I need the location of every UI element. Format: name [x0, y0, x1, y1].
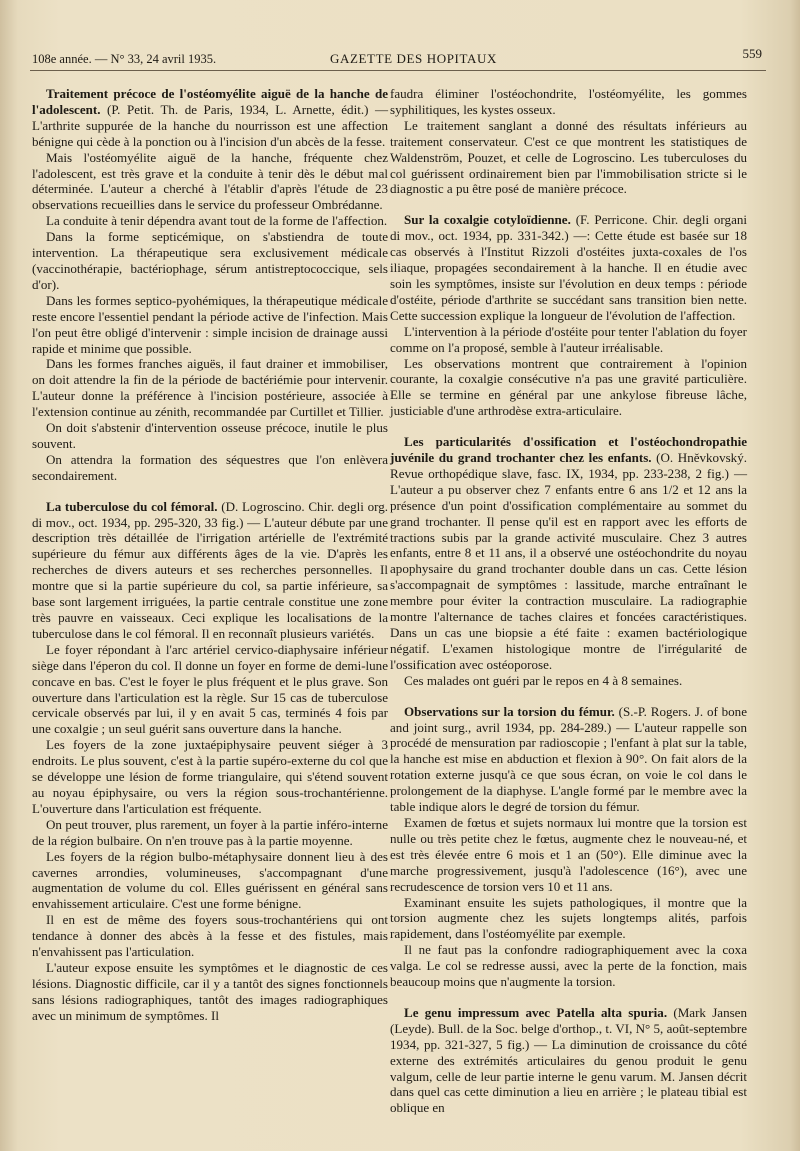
article-title: Sur la coxalgie cotyloïdienne. — [404, 212, 571, 228]
body-paragraph — [32, 150, 388, 214]
body-paragraph — [32, 960, 388, 1024]
right-column — [390, 86, 747, 1116]
journal-title: GAZETTE DES HOPITAUX — [330, 51, 497, 66]
paragraph-text: On attendra la formation des séquestres que l'on enlèvera secondairement. — [32, 451, 388, 483]
article-title: Le genu impressum avec Patella alta spuria. — [404, 1004, 668, 1020]
body-paragraph — [390, 673, 747, 689]
paragraph-text: Mais l'ostéomyélite aiguë de la hanche, fréquente chez l'adolescent, est très grave et la conduite à tenir dès le début mal déterminée. L'auteur a cherché à l'établir d'après l'étude de 23 observations recueillies dans le service du professeur Ombrédanne. — [32, 149, 388, 213]
body-paragraph — [32, 817, 388, 849]
article-title: Traitement précoce de l'ostéomyélite aiguë de la hanche de l'adolescent. — [32, 86, 388, 117]
article-paragraph — [32, 86, 388, 150]
body-paragraph — [390, 324, 747, 356]
paragraph-text: Examinant ensuite les sujets pathologiques, il montre que la torsion augmente chez les sujets longtemps alités, parfois rapidement, dans l'ostéomyélite par exemple. — [390, 894, 747, 942]
body-paragraph — [32, 849, 388, 913]
body-paragraph — [390, 942, 747, 990]
paragraph-text: Dans les formes septico-pyohémiques, la thérapeutique médicale reste encore l'essentiel pendant la période active de l'infection. Mais l'on peut être obligé d'intervenir : simple incision de drainage aussi rapide et minime que possible. — [32, 292, 388, 356]
body-paragraph — [32, 213, 388, 229]
paragraph-text: Dans les formes franches aiguës, il faut drainer et immobiliser, on doit attendre la fin de la période de bactériémie pour intervenir. L'auteur donne la préférence à l'incision postérieure, associée à l'extension continue au zénith, recommandée par Curtillet et Tillier. — [32, 356, 388, 420]
body-paragraph — [390, 815, 747, 895]
paragraph-text: Le traitement sanglant a donné des résultats inférieurs au traitement conservateur. C'est ce que montrent les statistiques de Waldenström, Pouzet, et celle de Logroscino. Les tuberculoses du col guérissent ordinairement bien par l'immobilisation stricte si le diagnostic a pu être posé de manière précoce. — [390, 117, 747, 197]
paragraph-text: (O. Hněvkovský. Revue orthopédique slave, fasc. IX, 1934, pp. 233-238, 2 fig.) — L'auteur a pu observer chez 7 enfants entre 6 ans 1/2 et 12 ans la présence d'un point d'ossification complémentaire au sommet du grand trochanter. Il pense qu'il est en rapport avec les efforts de tractions subis par la grande activité musculaire. Chez 3 autres enfants, entre 8 et 11 ans, il a observé une ostéochondrite du noyau apophysaire du grand trochanter double dans un cas. Cette lésion s'accompagnait de symptômes : lassitude, marche entraînant le membre pour éviter la contraction musculaire. La radiographie montre l'alternance de taches claires et foncées caractéristiques. Dans un cas une biopsie a été faite : examen bactériologique négatif. L'examen histologique montre de l'irrégularité de l'ossification avec ostéoporose. — [390, 450, 747, 672]
page-number: 559 — [742, 46, 762, 61]
left-column — [32, 86, 388, 1024]
body-paragraph — [32, 912, 388, 960]
paragraph-text: L'intervention à la période d'ostéite pour tenter l'ablation du foyer comme on l'a proposé, semble à l'auteur irréalisable. — [390, 323, 747, 355]
paragraph-text: Ces malades ont guéri par le repos en 4 à 8 semaines. — [404, 672, 683, 688]
paragraph-text: On peut trouver, plus rarement, un foyer à la partie inféro-interne de la région bulbaire. On n'en trouve pas à la partie moyenne. — [32, 816, 388, 848]
article-title: La tuberculose du col fémoral. — [46, 498, 218, 514]
paragraph-text: On doit s'abstenir d'intervention osseuse précoce, inutile le plus souvent. — [32, 420, 388, 451]
body-paragraph — [390, 118, 747, 198]
paragraph-text: (F. Perricone. Chir. degli organi di mov., oct. 1934, pp. 331-342.) —: Cette étude est basée sur 18 cas observés à l'Institut Rizzoli d'ostéites juxta-coxales de l'os iliaque, propagées secondairement à la hanche. Il en étudie avec soin les symptômes, insiste sur l'évolution en deux temps : période d'ostéite, période d'arthrite se succédant sans transition bien nette. Cette succession explique la longueur de l'évolution de l'affection. — [390, 212, 748, 323]
article-paragraph — [390, 704, 747, 815]
paragraph-text: faudra éliminer l'ostéochondrite, l'ostéomyélite, les gommes syphilitiques, les kystes osseux. — [390, 86, 747, 117]
paragraph-text: (P. Petit. Th. de Paris, 1934, L. Arnette, édit.) — L'arthrite suppurée de la hanche du nourrisson est une affection bénigne qui cède à la ponction ou à l'incision d'un abcès de la fesse. — [32, 101, 388, 149]
body-paragraph — [32, 229, 388, 293]
article-title: Observations sur la torsion du fémur. — [404, 703, 615, 719]
paragraph-text: Examen de fœtus et sujets normaux lui montre que la torsion est nulle ou très petite chez le fœtus, augmente chez le nouveau-né, et est très élevée entre 6 mois et 1 an (50°). Elle diminue avec la marche progressivement, jusqu'à l'adolescence (16°), avec une recrudescence de torsion vers 10 et 11 ans. — [390, 814, 747, 894]
article-paragraph — [32, 499, 388, 642]
article-paragraph — [390, 212, 747, 323]
paragraph-text: Dans la forme septicémique, on s'abstiendra de toute intervention. La thérapeutique sera exclusivement médicale (vaccinothérapie, bactériophage, sérum antistreptococcique, sels d'or). — [32, 229, 388, 292]
paragraph-text: (Mark Jansen (Leyde). Bull. de la Soc. belge d'orthop., t. VI, N° 5, août-septembre 1934, pp. 321-327, 5 fig.) — La diminution de croissance du côté externe des extrémités articulaires du genou produit le genu valgum, celle de leur partie interne le genu varum. M. Jansen décrit dans quel cas cette diminution a lieu en arrière ; le plateau tibial est oblique en — [390, 1004, 747, 1116]
paragraph-text: Les foyers de la zone juxtaépiphysaire peuvent siéger à 3 endroits. Le plus souvent, c'est à la partie supéro-externe du col que se développe une lésion de forme triangulaire, qui s'étend souvent au noyau épiphysaire, ou vers la région sous-trochantérienne. L'ouverture dans l'articulation est fréquente. — [32, 737, 388, 816]
paragraph-text: Les observations montrent que contrairement à l'opinion courante, la coxalgie consécutive n'a pas une gravité particulière. Elle se termine en général par une ankylose fibreuse lâche, justiciable d'une arthrodèse extra-articulaire. — [390, 355, 747, 419]
issue-line: 108e année. — N° 33, 24 avril 1935. — [32, 52, 217, 66]
paragraph-text: L'auteur expose ensuite les symptômes et le diagnostic de ces lésions. Diagnostic difficile, car il y a tantôt des signes fonctionnels sans lésions radiographiques, tantôt des images radiographiques avec un minimum de symptômes. Il — [32, 959, 388, 1023]
paragraph-text: (D. Logroscino. Chir. degli org. di mov., oct. 1934, pp. 295-320, 33 fig.) — L'auteur débute par une description très détaillée de l'irrigation artérielle de l'extrémité supérieure du fémur aux différents âges de la vie. D'après les recherches de divers auteurs et ses recherches personnelles. Il montre que si la partie supérieure du col, sa partie inférieure, sa base sont largement irriguées, la partie centrale constitue une zone très pauvre en vaisseaux. Ceci explique les localisations de la tuberculose dans le col fémoral. Il en reconnaît plusieurs variétés. — [32, 498, 388, 641]
paragraph-text: Le foyer répondant à l'arc artériel cervico-diaphysaire inférieur siège dans l'éperon du col. Il donne un foyer en forme de demi-lune concave en bas. C'est le foyer le plus fréquent et le plus grave. Son ouverture dans l'articulation est la règle. Sur 15 cas de tuberculose cervicale observés par lui, il y en avait 5 cas, terminés 4 fois par une coxalgie ; un seul guérit sans ouverture dans la hanche. — [32, 641, 388, 737]
body-paragraph — [32, 293, 388, 357]
body-paragraph — [32, 737, 388, 817]
article-title: Les particularités d'ossification et l'ostéochondropathie juvénile du grand trochanter chez les enfants. — [390, 434, 747, 466]
paragraph-text: Les foyers de la région bulbo-métaphysaire donnent lieu à des cavernes arrondies, volumineuses, s'accompagnant d'une augmentation de volume du col. Elles guérissent en général sans envahissement articulaire. C'est une forme bénigne. — [32, 848, 388, 912]
body-paragraph — [390, 895, 747, 943]
body-paragraph — [32, 642, 388, 737]
article-paragraph — [390, 1005, 747, 1116]
body-paragraph — [390, 86, 747, 118]
body-paragraph — [390, 356, 747, 420]
paragraph-text: (S.-P. Rogers. J. of bone and joint surg., avril 1934, pp. 284-289.) — L'auteur rappelle son procédé de mensuration par radioscopie ; l'enfant à plat sur la table, la hanche est mise en abduction et flexion à 90°. On fait alors de la rotation externe jusqu'à ce que sous écran, on voie le col dans le prolongement de la diaphyse. L'angle formé par le membre avec la table indique alors le degré de torsion du fémur. — [390, 703, 747, 815]
article-paragraph — [390, 434, 747, 673]
page-header — [30, 46, 766, 71]
paragraph-text: Il en est de même des foyers sous-trochantériens qui ont tendance à donner des abcès à la fesse et des fistules, mais n'envahissent pas l'articulation. — [32, 912, 388, 960]
body-paragraph — [32, 420, 388, 452]
body-paragraph — [32, 452, 388, 484]
paragraph-text: La conduite à tenir dépendra avant tout de la forme de l'affection. — [46, 213, 388, 229]
body-paragraph — [32, 356, 388, 420]
paragraph-text: Il ne faut pas la confondre radiographiquement avec la coxa valga. Le col se redresse aussi, avec la perte de la fonction, mais beaucoup moins que n'augmente la torsion. — [390, 942, 747, 990]
